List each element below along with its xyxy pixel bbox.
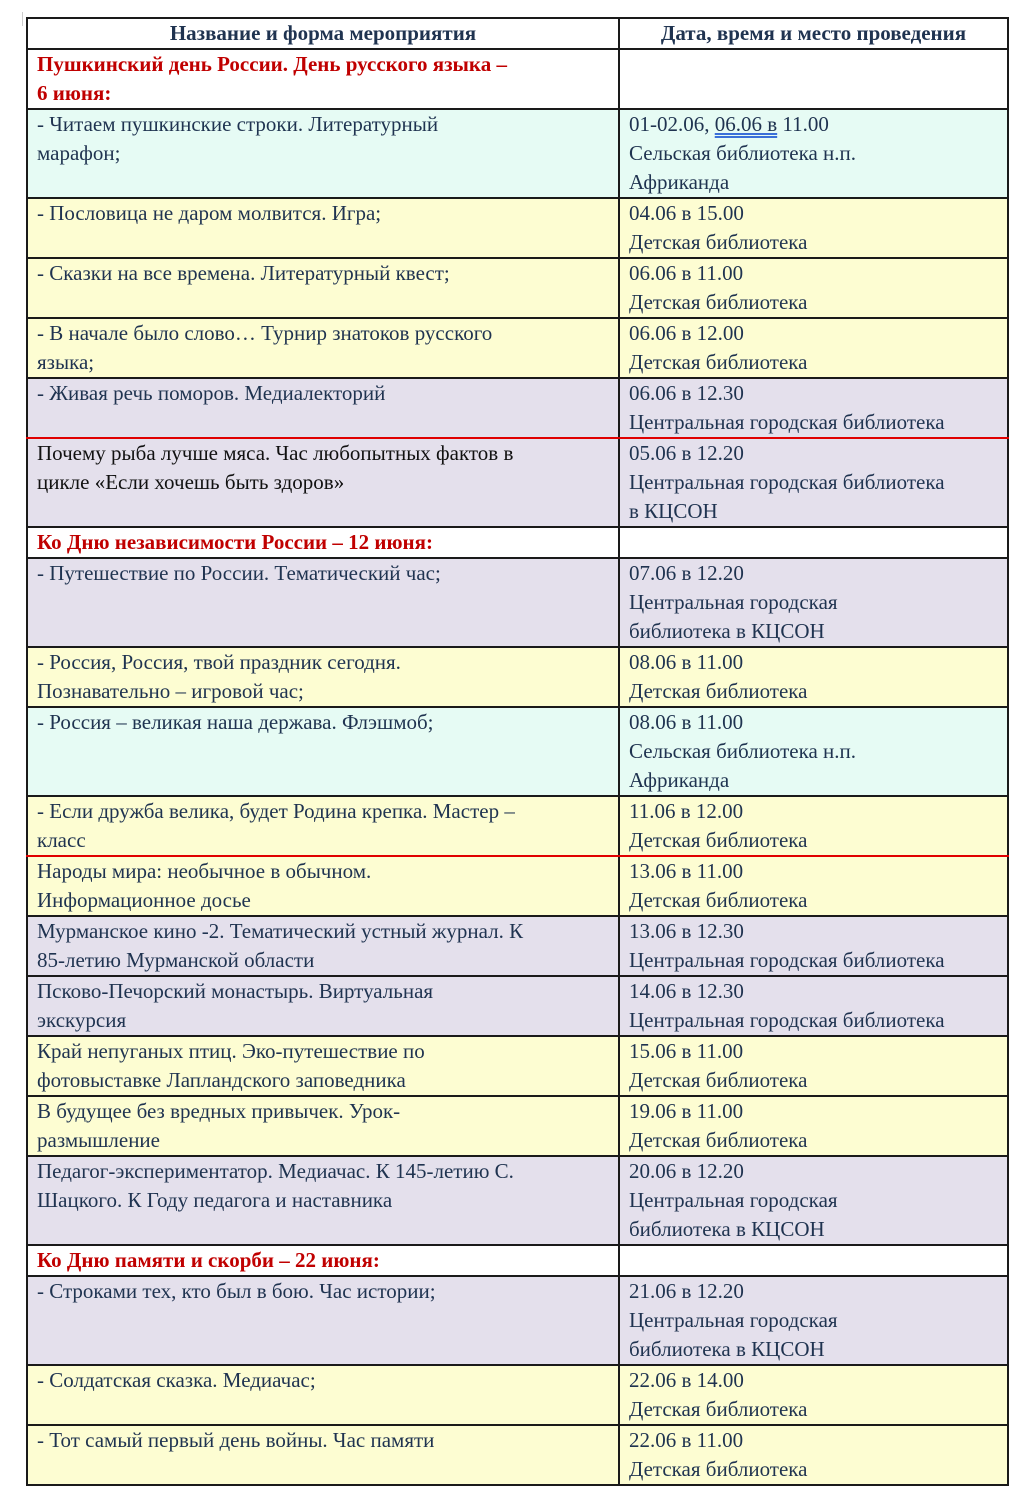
date-place-cell xyxy=(619,707,1008,796)
event-name-line: - Если дружба велика, будет Родина крепка. Мастер – xyxy=(37,799,515,823)
table-row xyxy=(27,438,1008,527)
event-name-line: Край непуганых птиц. Эко-путешествие по xyxy=(37,1039,425,1063)
event-name-line: - Строками тех, кто был в бою. Час истории; xyxy=(37,1279,436,1303)
date-place-line: 11.06 в 12.00 xyxy=(629,799,744,823)
date-place-line: 13.06 в 12.30 xyxy=(629,919,744,943)
events-table xyxy=(26,17,1009,1486)
table-row xyxy=(27,258,1008,318)
table-row xyxy=(27,796,1008,856)
date-place-line: Детская библиотека xyxy=(629,679,808,703)
event-name-line: - Пословица не даром молвится. Игра; xyxy=(37,201,382,225)
table-row xyxy=(27,1276,1008,1365)
table-row xyxy=(27,1156,1008,1245)
date-place-line: 01-02.06, 06.06 в 11.00 xyxy=(629,112,829,136)
date-place-line: Центральная городская библиотека xyxy=(629,410,945,434)
event-name-line: размышление xyxy=(37,1128,160,1152)
date-place-line: Детская библиотека xyxy=(629,828,808,852)
table-row xyxy=(27,707,1008,796)
date-place-line: Центральная городская xyxy=(629,1308,838,1332)
empty-cell xyxy=(619,49,1008,109)
event-name-line: Педагог-экспериментатор. Медиачас. К 145-летию С. xyxy=(37,1159,514,1183)
event-name-line: - В начале было слово… Турнир знатоков русского xyxy=(37,321,493,345)
table-header-row xyxy=(27,18,1008,49)
table-body xyxy=(27,49,1008,1485)
section-title-line: Ко Дню памяти и скорби – 22 июня: xyxy=(37,1248,380,1272)
event-name-cell xyxy=(27,976,619,1036)
event-name-cell xyxy=(27,109,619,198)
date-place-cell xyxy=(619,558,1008,647)
date-place-line: Детская библиотека xyxy=(629,1397,808,1421)
section-header-row xyxy=(27,1245,1008,1276)
date-place-line: Центральная городская библиотека xyxy=(629,948,945,972)
date-place-line: 05.06 в 12.20 xyxy=(629,441,744,465)
date-place-line: Детская библиотека xyxy=(629,1068,808,1092)
date-place-line: Детская библиотека xyxy=(629,230,808,254)
date-place-line: 22.06 в 14.00 xyxy=(629,1368,744,1392)
header-event-name: Название и форма мероприятия xyxy=(27,18,619,49)
date-place-line: 21.06 в 12.20 xyxy=(629,1279,744,1303)
date-place-cell xyxy=(619,976,1008,1036)
event-name-line: фотовыставке Лапландского заповедника xyxy=(37,1068,406,1092)
event-name-line: Информационное досье xyxy=(37,888,251,912)
event-name-line: Народы мира: необычное в обычном. xyxy=(37,859,372,883)
event-name-cell xyxy=(27,1156,619,1245)
event-name-line: - Россия, Россия, твой праздник сегодня. xyxy=(37,650,401,674)
date-place-line: Африканда xyxy=(629,768,730,792)
date-place-cell xyxy=(619,647,1008,707)
date-place-cell xyxy=(619,916,1008,976)
table-row xyxy=(27,558,1008,647)
date-place-line: 15.06 в 11.00 xyxy=(629,1039,744,1063)
event-name-cell xyxy=(27,1096,619,1156)
date-place-cell xyxy=(619,856,1008,916)
event-name-line: цикле «Если хочешь быть здоров» xyxy=(37,470,345,494)
event-name-cell xyxy=(27,558,619,647)
table-row xyxy=(27,647,1008,707)
date-place-line: Центральная городская библиотека xyxy=(629,470,945,494)
table-row xyxy=(27,318,1008,378)
date-place-line: Сельская библиотека н.п. xyxy=(629,141,857,165)
date-place-cell xyxy=(619,258,1008,318)
date-place-line: Детская библиотека xyxy=(629,1128,808,1152)
section-header-row xyxy=(27,49,1008,109)
date-place-line: библиотека в КЦСОН xyxy=(629,1217,825,1241)
date-place-cell xyxy=(619,1096,1008,1156)
event-name-line: экскурсия xyxy=(37,1008,127,1032)
section-title-line: Ко Дню независимости России – 12 июня: xyxy=(37,530,434,554)
section-title-line: Пушкинский день России. День русского языка – xyxy=(37,52,507,76)
table-row xyxy=(27,916,1008,976)
section-title xyxy=(27,49,619,109)
table-row xyxy=(27,856,1008,916)
date-place-line: 13.06 в 11.00 xyxy=(629,859,744,883)
header-date-place: Дата, время и место проведения xyxy=(619,18,1008,49)
event-name-line: Познавательно – игровой час; xyxy=(37,679,304,703)
event-name-cell xyxy=(27,647,619,707)
date-place-line: 06.06 в 12.00 xyxy=(629,321,744,345)
event-name-line: 85-летию Мурманской области xyxy=(37,948,315,972)
table-row xyxy=(27,109,1008,198)
event-name-cell xyxy=(27,258,619,318)
table-row xyxy=(27,1036,1008,1096)
date-place-line: 19.06 в 11.00 xyxy=(629,1099,744,1123)
date-place-line: Детская библиотека xyxy=(629,290,808,314)
table-row xyxy=(27,1096,1008,1156)
date-place-line: Детская библиотека xyxy=(629,888,808,912)
date-place-line: 06.06 в 12.30 xyxy=(629,381,744,405)
date-place-line: Центральная городская библиотека xyxy=(629,1008,945,1032)
date-place-cell xyxy=(619,109,1008,198)
date-place-cell xyxy=(619,1036,1008,1096)
table-row xyxy=(27,1425,1008,1485)
section-header-row xyxy=(27,527,1008,558)
date-place-line: 20.06 в 12.20 xyxy=(629,1159,744,1183)
date-place-cell xyxy=(619,1365,1008,1425)
date-place-line: Африканда xyxy=(629,170,730,194)
date-place-cell xyxy=(619,318,1008,378)
date-place-line: 22.06 в 11.00 xyxy=(629,1428,744,1452)
event-name-line: - Читаем пушкинские строки. Литературный xyxy=(37,112,439,136)
event-name-line: Шацкого. К Году педагога и наставника xyxy=(37,1188,393,1212)
event-name-cell xyxy=(27,1276,619,1365)
date-place-line: библиотека в КЦСОН xyxy=(629,619,825,643)
empty-cell xyxy=(619,527,1008,558)
table-row xyxy=(27,378,1008,438)
page-edge-mark xyxy=(22,12,23,26)
event-name-line: - Россия – великая наша держава. Флэшмоб; xyxy=(37,710,434,734)
date-place-cell xyxy=(619,198,1008,258)
event-name-line: - Путешествие по России. Тематический час; xyxy=(37,561,441,585)
section-title-line: 6 июня: xyxy=(37,81,112,105)
table-row xyxy=(27,1365,1008,1425)
date-place-line: Детская библиотека xyxy=(629,350,808,374)
date-place-cell xyxy=(619,1156,1008,1245)
date-place-cell xyxy=(619,378,1008,438)
date-place-line: Сельская библиотека н.п. xyxy=(629,739,857,763)
event-name-cell xyxy=(27,1036,619,1096)
event-name-line: класс xyxy=(37,828,86,852)
event-name-line: - Солдатская сказка. Медиачас; xyxy=(37,1368,316,1392)
date-place-line: 08.06 в 11.00 xyxy=(629,710,744,734)
date-place-cell xyxy=(619,796,1008,856)
table-row xyxy=(27,198,1008,258)
date-place-line: 14.06 в 12.30 xyxy=(629,979,744,1003)
date-place-cell xyxy=(619,1276,1008,1365)
section-title xyxy=(27,527,619,558)
date-place-line: в КЦСОН xyxy=(629,499,718,523)
date-place-line: 06.06 в 11.00 xyxy=(629,261,744,285)
date-place-cell xyxy=(619,1425,1008,1485)
event-name-line: - Живая речь поморов. Медиалекторий xyxy=(37,381,386,405)
event-name-cell xyxy=(27,916,619,976)
event-name-cell xyxy=(27,438,619,527)
date-place-line: Детская библиотека xyxy=(629,1457,808,1481)
event-name-line: Мурманское кино -2. Тематический устный журнал. К xyxy=(37,919,524,943)
date-place-line: библиотека в КЦСОН xyxy=(629,1337,825,1361)
event-name-cell xyxy=(27,856,619,916)
underlined-date: 06.06 в xyxy=(714,112,778,136)
event-name-cell xyxy=(27,318,619,378)
event-name-cell xyxy=(27,796,619,856)
event-name-line: - Сказки на все времена. Литературный квест; xyxy=(37,261,450,285)
empty-cell xyxy=(619,1245,1008,1276)
event-name-cell xyxy=(27,198,619,258)
event-name-line: языка; xyxy=(37,350,95,374)
date-place-line: 08.06 в 11.00 xyxy=(629,650,744,674)
event-name-line: В будущее без вредных привычек. Урок- xyxy=(37,1099,401,1123)
date-place-line: Центральная городская xyxy=(629,1188,838,1212)
date-place-line: 07.06 в 12.20 xyxy=(629,561,744,585)
date-place-cell xyxy=(619,438,1008,527)
event-name-cell xyxy=(27,1365,619,1425)
event-name-line: Почему рыба лучше мяса. Час любопытных фактов в xyxy=(37,441,514,465)
event-name-cell xyxy=(27,1425,619,1485)
section-title xyxy=(27,1245,619,1276)
date-place-line: Центральная городская xyxy=(629,590,838,614)
event-name-line: - Тот самый первый день войны. Час памяти xyxy=(37,1428,435,1452)
table-row xyxy=(27,976,1008,1036)
date-place-line: 04.06 в 15.00 xyxy=(629,201,744,225)
event-name-cell xyxy=(27,707,619,796)
event-name-cell xyxy=(27,378,619,438)
event-name-line: марафон; xyxy=(37,141,121,165)
event-name-line: Псково-Печорский монастырь. Виртуальная xyxy=(37,979,434,1003)
